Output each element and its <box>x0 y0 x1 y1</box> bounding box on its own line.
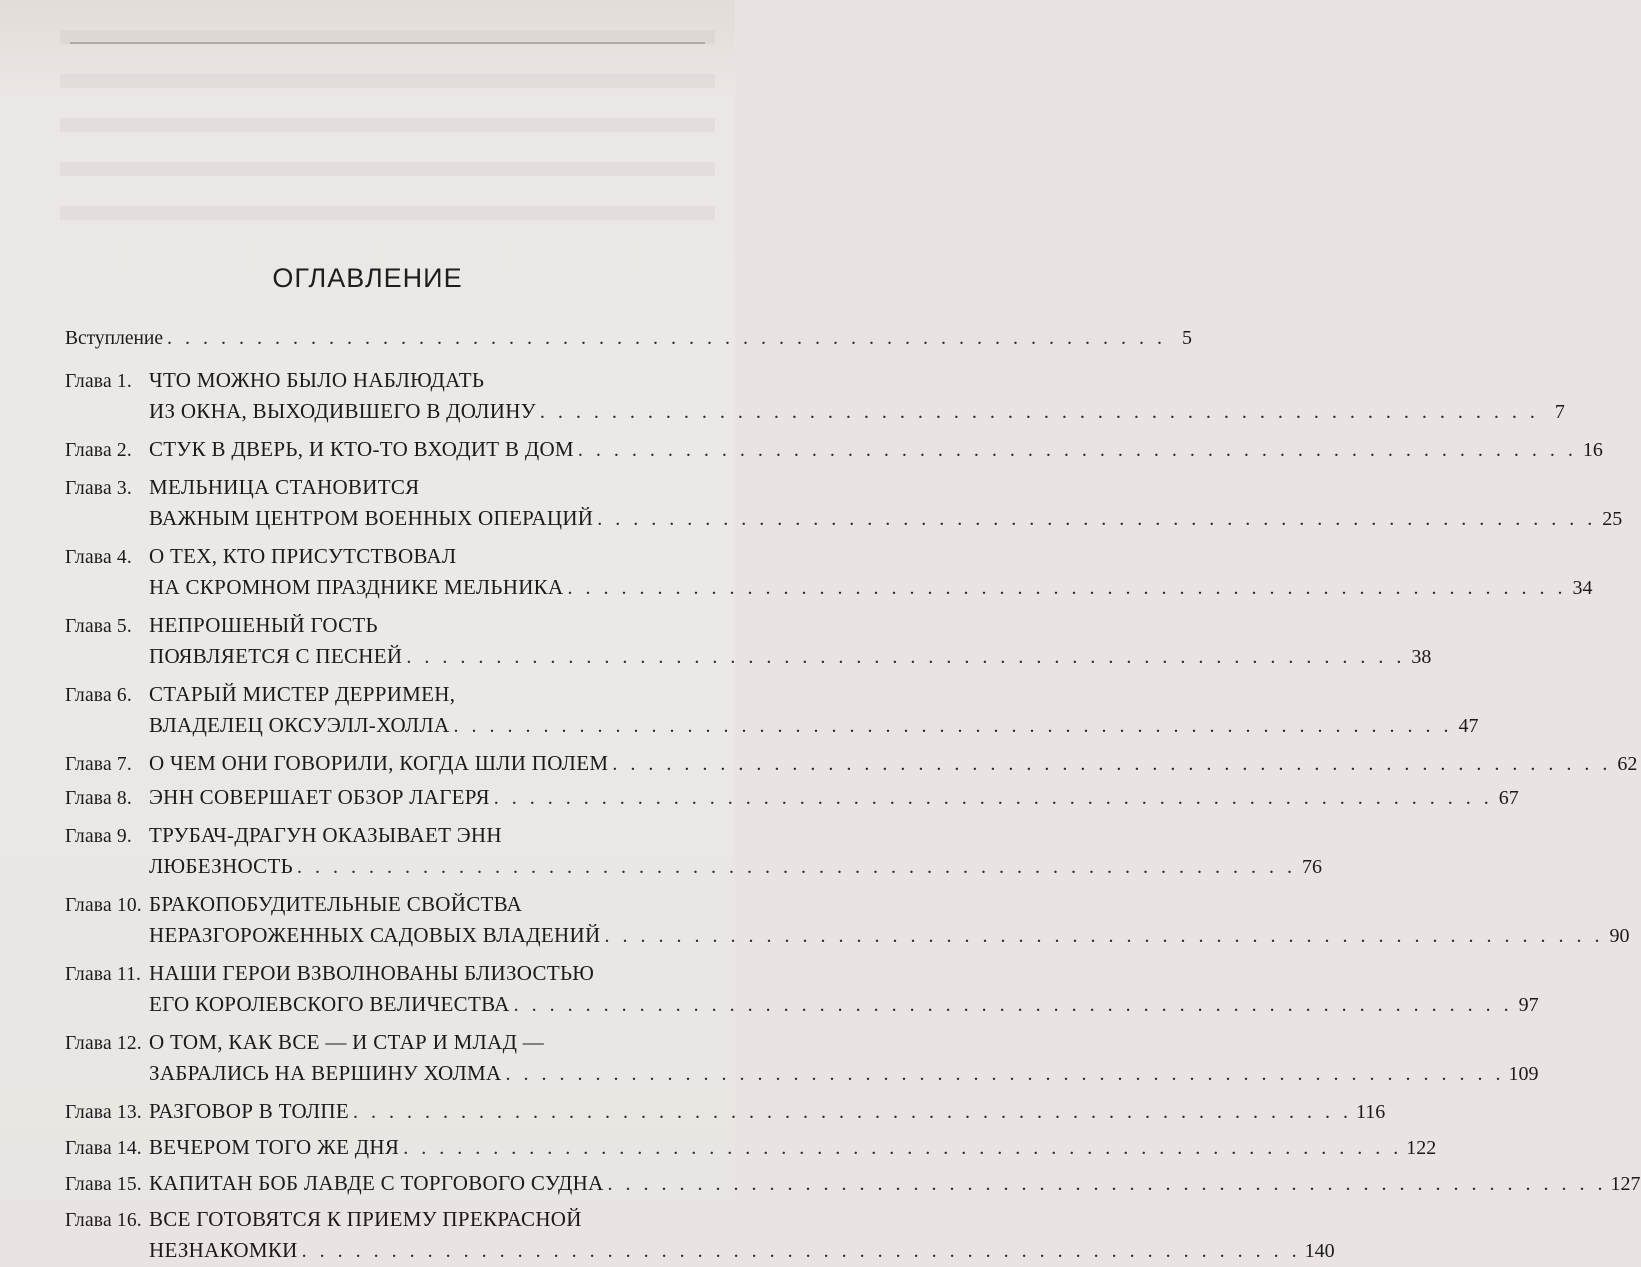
chapter-label: Глава 12. <box>65 1033 142 1054</box>
toc-page-number: 122 <box>1406 1137 1437 1159</box>
chapter-title-line: ЗАБРАЛИСЬ НА ВЕРШИНУ ХОЛМА <box>149 1061 502 1085</box>
toc-entry <box>65 1026 1539 1089</box>
leader-dots: . . . . . . . . . . . . . . . . . . . . . . . . . . . . . . . . . . . . . . . . . . . . . . . . . . . . . . . . <box>539 401 1539 423</box>
chapter-label: Глава 16. <box>65 1210 142 1231</box>
toc-entry-intro <box>65 322 1193 354</box>
leader-dots: . . . . . . . . . . . . . . . . . . . . . . . . . . . . . . . . . . . . . . . . . . . . . . . . . . . . . . . . <box>513 994 1513 1016</box>
chapter-title-line: НЕПРОШЕНЫЙ ГОСТЬ <box>149 613 378 637</box>
toc-entry <box>65 471 1623 534</box>
toc-page-number: 38 <box>1411 646 1432 668</box>
chapter-label: Глава 10. <box>65 895 142 916</box>
chapter-title-line: СТУК В ДВЕРЬ, И КТО-ТО ВХОДИТ В ДОМ <box>149 437 574 461</box>
chapter-title-line: ЧТО МОЖНО БЫЛО НАБЛЮДАТЬ <box>149 368 485 392</box>
leader-dots: . . . . . . . . . . . . . . . . . . . . . . . . . . . . . . . . . . . . . . . . . . . . . . . . . . . . . . . . <box>167 327 1167 349</box>
chapter-title-line: ЭНН СОВЕРШАЕТ ОБЗОР ЛАГЕРЯ <box>149 785 490 809</box>
leader-dots: . . . . . . . . . . . . . . . . . . . . . . . . . . . . . . . . . . . . . . . . . . . . . . . . . . . . . . . . <box>406 646 1406 668</box>
toc-page-number: 116 <box>1356 1101 1386 1123</box>
leader-dots: . . . . . . . . . . . . . . . . . . . . . . . . . . . . . . . . . . . . . . . . . . . . . . . . . . . . . . . . <box>453 715 1453 737</box>
toc-entry <box>65 888 1630 951</box>
toc-page-number: 140 <box>1304 1240 1335 1262</box>
chapter-label: Глава 4. <box>65 547 132 568</box>
toc-page-number: 47 <box>1458 715 1479 737</box>
chapter-title-line: ЛЮБЕЗНОСТЬ <box>149 854 293 878</box>
toc-entry <box>65 364 1565 427</box>
toc-page-number: 7 <box>1554 401 1565 423</box>
toc-page-number: 5 <box>1182 327 1193 349</box>
chapter-title-line: КАПИТАН БОБ ЛАВДЕ С ТОРГОВОГО СУДНА <box>149 1171 604 1195</box>
chapter-title-line: РАЗГОВОР В ТОЛПЕ <box>149 1099 350 1123</box>
toc-entry <box>65 1167 1641 1199</box>
chapter-title-line: О ЧЕМ ОНИ ГОВОРИЛИ, КОГДА ШЛИ ПОЛЕМ <box>149 751 609 775</box>
chapter-title-line: О ТОМ, КАК ВСЕ — И СТАР И МЛАД — <box>149 1030 545 1054</box>
chapter-title-line: СТАРЫЙ МИСТЕР ДЕРРИМЕН, <box>149 682 456 706</box>
leader-dots: . . . . . . . . . . . . . . . . . . . . . . . . . . . . . . . . . . . . . . . . . . . . . . . . . . . . . . . . <box>353 1101 1353 1123</box>
chapter-title-line: ПОЯВЛЯЕТСЯ С ПЕСНЕЙ <box>149 644 403 668</box>
chapter-title-line: БРАКОПОБУДИТЕЛЬНЫЕ СВОЙСТВА <box>149 892 523 916</box>
toc-page-number: 67 <box>1498 787 1519 809</box>
chapter-label: Глава 15. <box>65 1174 142 1195</box>
leader-dots: . . . . . . . . . . . . . . . . . . . . . . . . . . . . . . . . . . . . . . . . . . . . . . . . . . . . . . . . <box>607 1173 1607 1195</box>
leader-dots: . . . . . . . . . . . . . . . . . . . . . . . . . . . . . . . . . . . . . . . . . . . . . . . . . . . . . . . . <box>403 1137 1403 1159</box>
chapter-title-line: ВАЖНЫМ ЦЕНТРОМ ВОЕННЫХ ОПЕРАЦИЙ <box>149 506 594 530</box>
chapter-label: Глава 5. <box>65 616 132 637</box>
chapter-title-line: ВСЕ ГОТОВЯТСЯ К ПРИЕМУ ПРЕКРАСНОЙ <box>149 1207 582 1231</box>
leader-dots: . . . . . . . . . . . . . . . . . . . . . . . . . . . . . . . . . . . . . . . . . . . . . . . . . . . . . . . . <box>493 787 1493 809</box>
table-of-contents <box>65 322 1641 1266</box>
leader-dots: . . . . . . . . . . . . . . . . . . . . . . . . . . . . . . . . . . . . . . . . . . . . . . . . . . . . . . . . <box>604 925 1604 947</box>
chapter-title-line: ЕГО КОРОЛЕВСКОГО ВЕЛИЧЕСТВА <box>149 992 510 1016</box>
toc-page-number: 25 <box>1602 508 1623 530</box>
leader-dots: . . . . . . . . . . . . . . . . . . . . . . . . . . . . . . . . . . . . . . . . . . . . . . . . . . . . . . . . <box>301 1240 1301 1262</box>
toc-page-number: 16 <box>1582 439 1603 461</box>
toc-entry <box>65 540 1593 603</box>
chapter-title-line: НА СКРОМНОМ ПРАЗДНИКЕ МЕЛЬНИКА <box>149 575 564 599</box>
chapter-label: Глава 6. <box>65 685 132 706</box>
chapter-title-line: ТРУБАЧ-ДРАГУН ОКАЗЫВАЕТ ЭНН <box>149 823 502 847</box>
leader-dots: . . . . . . . . . . . . . . . . . . . . . . . . . . . . . . . . . . . . . . . . . . . . . . . . . . . . . . . . <box>612 753 1612 775</box>
chapter-label: Глава 8. <box>65 788 132 809</box>
leader-dots: . . . . . . . . . . . . . . . . . . . . . . . . . . . . . . . . . . . . . . . . . . . . . . . . . . . . . . . . <box>505 1063 1505 1085</box>
chapter-title-line: НЕРАЗГОРОЖЕННЫХ САДОВЫХ ВЛАДЕНИЙ <box>149 923 601 947</box>
chapter-title-line: НЕЗНАКОМКИ <box>149 1238 298 1262</box>
chapter-title-line: ВЕЧЕРОМ ТОГО ЖЕ ДНЯ <box>149 1135 400 1159</box>
leader-dots: . . . . . . . . . . . . . . . . . . . . . . . . . . . . . . . . . . . . . . . . . . . . . . . . . . . . . . . . <box>296 856 1296 878</box>
toc-entry <box>65 433 1603 465</box>
toc-title: ОГЛАВЛЕНИЕ <box>272 263 463 293</box>
show-through-header <box>70 0 705 44</box>
chapter-title-line: МЕЛЬНИЦА СТАНОВИТСЯ <box>149 475 420 499</box>
chapter-label: Глава 9. <box>65 826 132 847</box>
chapter-label: Глава 13. <box>65 1102 142 1123</box>
chapter-label: Глава 11. <box>65 964 142 985</box>
leader-dots: . . . . . . . . . . . . . . . . . . . . . . . . . . . . . . . . . . . . . . . . . . . . . . . . . . . . . . . . <box>577 439 1577 461</box>
toc-entry-label: Вступление <box>65 328 164 349</box>
toc-entry <box>65 819 1322 882</box>
toc-entry <box>65 957 1539 1020</box>
toc-page-number: 76 <box>1301 856 1322 878</box>
chapter-label: Глава 14. <box>65 1138 142 1159</box>
toc-page-number: 97 <box>1518 994 1539 1016</box>
toc-page-number: 90 <box>1609 925 1630 947</box>
chapter-title-line: НАШИ ГЕРОИ ВЗВОЛНОВАНЫ БЛИЗОСТЬЮ <box>149 961 595 985</box>
chapter-title-line: ИЗ ОКНА, ВЫХОДИВШЕГО В ДОЛИНУ <box>149 399 536 423</box>
toc-entry <box>65 678 1479 741</box>
toc-entry <box>65 1095 1386 1127</box>
chapter-label: Глава 2. <box>65 440 132 461</box>
chapter-label: Глава 7. <box>65 754 132 775</box>
leader-dots: . . . . . . . . . . . . . . . . . . . . . . . . . . . . . . . . . . . . . . . . . . . . . . . . . . . . . . . . <box>567 577 1567 599</box>
toc-entry <box>65 1203 1335 1266</box>
toc-entry <box>65 781 1519 813</box>
leader-dots: . . . . . . . . . . . . . . . . . . . . . . . . . . . . . . . . . . . . . . . . . . . . . . . . . . . . . . . . <box>597 508 1597 530</box>
toc-entry <box>65 1131 1437 1163</box>
toc-page-number: 34 <box>1572 577 1593 599</box>
toc-page-number: 109 <box>1508 1063 1539 1085</box>
toc-entry <box>65 747 1638 779</box>
chapter-title-line: О ТЕХ, КТО ПРИСУТСТВОВАЛ <box>149 544 457 568</box>
chapter-label: Глава 3. <box>65 478 132 499</box>
chapter-label: Глава 1. <box>65 371 132 392</box>
toc-entry <box>65 609 1432 672</box>
toc-page-number: 62 <box>1617 753 1638 775</box>
chapter-title-line: ВЛАДЕЛЕЦ ОКСУЭЛЛ-ХОЛЛА <box>149 713 450 737</box>
toc-page-number: 127 <box>1610 1173 1641 1195</box>
